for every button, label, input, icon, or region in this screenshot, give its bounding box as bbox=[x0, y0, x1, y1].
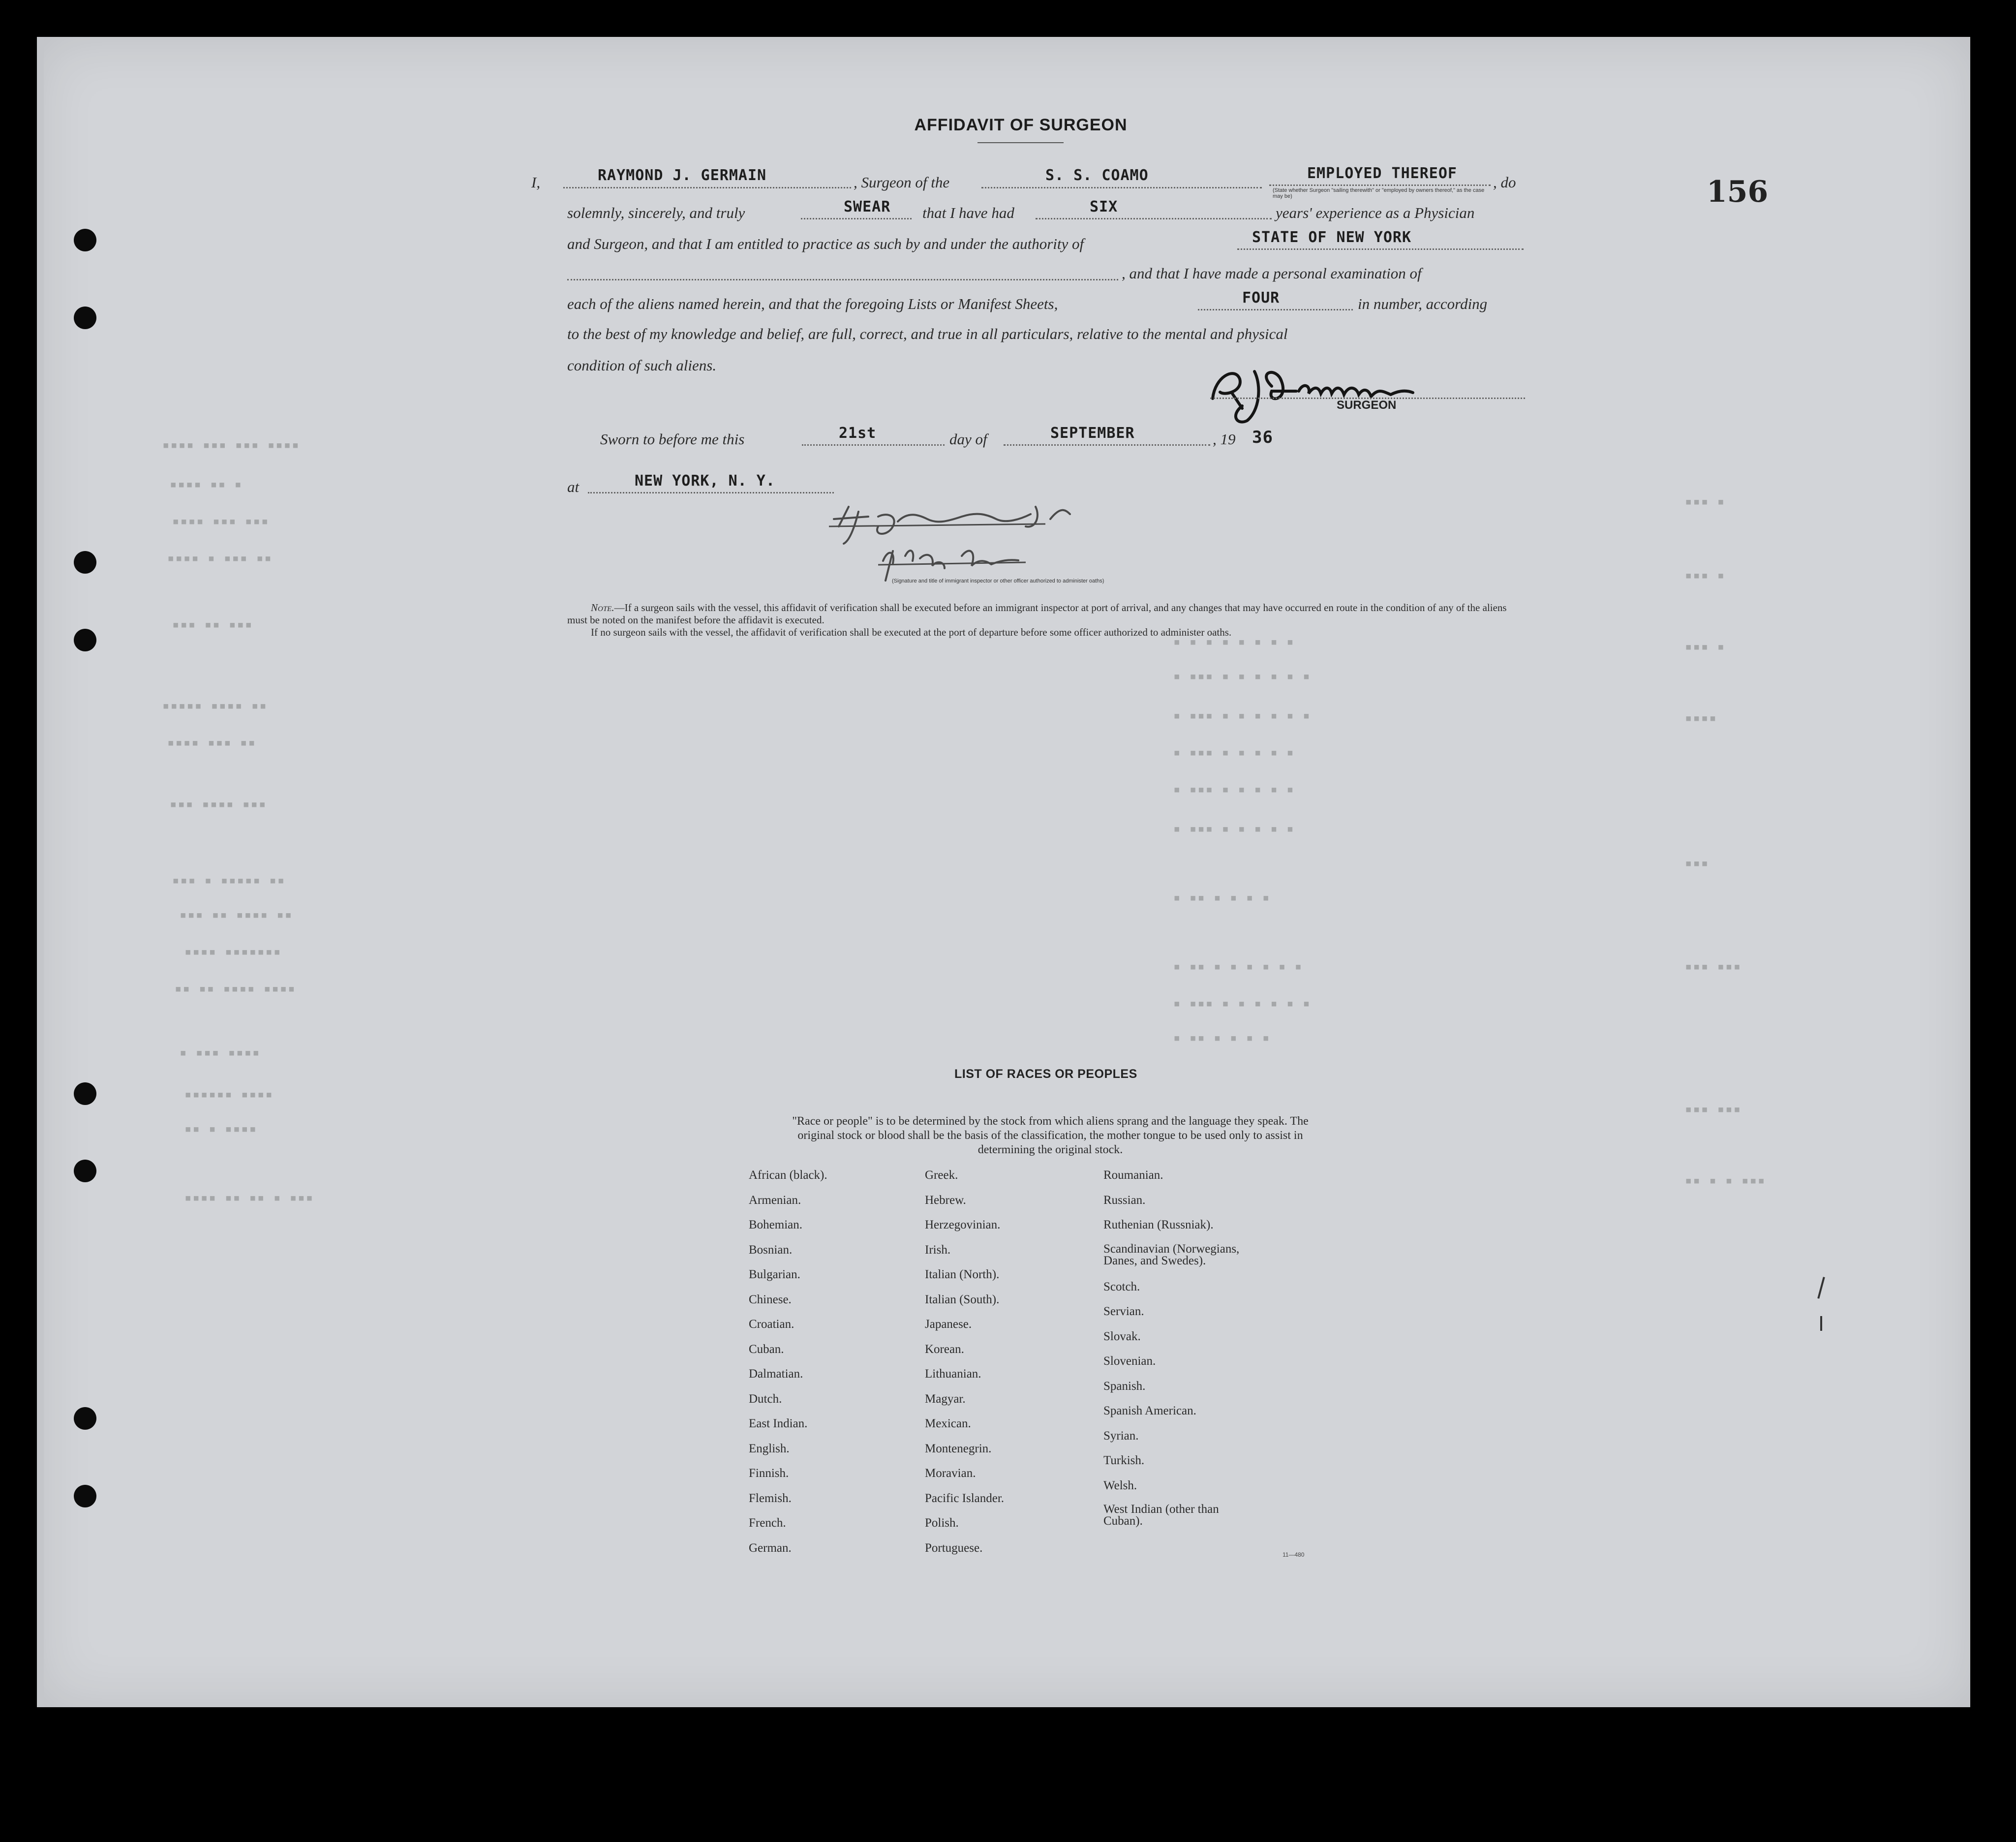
race-item: Pacific Islander. bbox=[925, 1491, 1005, 1505]
page-number: 156 bbox=[1707, 175, 1769, 209]
sworn-label: Sworn to before me this bbox=[600, 430, 745, 448]
sheets-field-line bbox=[1198, 309, 1353, 310]
race-item: Greek. bbox=[925, 1168, 958, 1182]
races-list-title: LIST OF RACES OR PEOPLES bbox=[954, 1067, 1137, 1081]
in-number-label: in number, according bbox=[1358, 295, 1488, 312]
sheet-count: FOUR bbox=[1242, 289, 1280, 307]
race-item: Magyar. bbox=[925, 1392, 966, 1406]
verification-note bbox=[567, 602, 1527, 639]
sworn-year: 36 bbox=[1252, 428, 1273, 447]
surgeon-signature bbox=[1208, 357, 1464, 426]
ship-name: S. S. COAMO bbox=[1045, 167, 1149, 184]
place-field-line bbox=[588, 492, 834, 493]
at-label: at bbox=[567, 478, 580, 495]
race-item: Italian (North). bbox=[925, 1268, 1000, 1281]
race-item: German. bbox=[749, 1541, 792, 1555]
note-lead: Note. bbox=[591, 602, 614, 614]
race-item: Finnish. bbox=[749, 1467, 789, 1480]
binder-hole bbox=[74, 307, 96, 329]
oath-type: SWEAR bbox=[844, 198, 891, 215]
knowledge-label: to the best of my knowledge and belief, are full, correct, and true in all particulars, relative to the mental and physical bbox=[567, 325, 1288, 342]
race-item: Spanish American. bbox=[1103, 1404, 1196, 1417]
day-of-label: day of bbox=[949, 430, 987, 448]
oath-field-line bbox=[801, 218, 912, 219]
year-prefix: , 19 bbox=[1213, 430, 1236, 448]
race-item: Polish. bbox=[925, 1516, 959, 1530]
race-item: Korean. bbox=[925, 1342, 964, 1356]
binder-hole bbox=[74, 629, 96, 651]
surgeon-signature-label: SURGEON bbox=[1337, 399, 1397, 412]
binder-hole bbox=[74, 1082, 96, 1105]
title-underline bbox=[977, 142, 1064, 143]
authority-field-line bbox=[1237, 248, 1524, 250]
surgeon-name: RAYMOND J. GERMAIN bbox=[598, 167, 767, 184]
races-column-1 bbox=[749, 1168, 827, 1566]
officer-signature-caption: (Signature and title of immigrant inspector or other officer authorized to administer oaths) bbox=[892, 578, 1104, 584]
race-item: African (black). bbox=[749, 1168, 827, 1182]
sworn-place: NEW YORK, N. Y. bbox=[635, 472, 775, 490]
race-item: Cuban. bbox=[749, 1342, 784, 1356]
race-item: Croatian. bbox=[749, 1318, 794, 1331]
employment-note: (State whether Surgeon "sailing therewith" or "employed by owners thereof," as the case may be) bbox=[1273, 187, 1485, 199]
manifest-sheets-label: each of the aliens named herein, and that the foregoing Lists or Manifest Sheets, bbox=[567, 295, 1058, 312]
do-label: , do bbox=[1493, 174, 1516, 191]
race-item: English. bbox=[749, 1442, 790, 1455]
binder-hole bbox=[74, 551, 96, 574]
race-item: Mexican. bbox=[925, 1417, 971, 1430]
experience-label: that I have had bbox=[922, 204, 1014, 221]
years-experience: SIX bbox=[1090, 198, 1118, 215]
affidavit-pronoun: I, bbox=[531, 174, 541, 191]
affidavit-title: AFFIDAVIT OF SURGEON bbox=[914, 116, 1128, 134]
race-item: Herzegovinian. bbox=[925, 1218, 1001, 1231]
binder-hole bbox=[74, 229, 96, 251]
note-text-arrival: —If a surgeon sails with the vessel, this affidavit of verification shall be executed before an immigrant inspector at port of arrival, and any changes that may have occurred en route in the condition of any of the aliens must be noted on the manifest before the affidavit is executed. bbox=[567, 602, 1507, 626]
note-text-departure: If no surgeon sails with the vessel, the affidavit of verification shall be executed at the port of departure before some officer authorized to administer oaths. bbox=[591, 626, 1232, 638]
race-item: West Indian (other than Cuban). bbox=[1103, 1503, 1219, 1528]
race-item: Montenegrin. bbox=[925, 1442, 992, 1455]
binder-hole bbox=[74, 1407, 96, 1430]
races-column-3 bbox=[1103, 1168, 1271, 1529]
examination-label: , and that I have made a personal examination of bbox=[1122, 265, 1422, 282]
race-item: Spanish. bbox=[1103, 1379, 1146, 1393]
race-item: Servian. bbox=[1103, 1305, 1144, 1318]
race-item: Portuguese. bbox=[925, 1541, 983, 1555]
race-item: Scotch. bbox=[1103, 1280, 1140, 1293]
race-item: Bulgarian. bbox=[749, 1268, 800, 1281]
race-item: East Indian. bbox=[749, 1417, 808, 1430]
race-item: Lithuanian. bbox=[925, 1367, 981, 1381]
race-item: Dutch. bbox=[749, 1392, 782, 1406]
race-item: Welsh. bbox=[1103, 1478, 1137, 1492]
race-item: Ruthenian (Russniak). bbox=[1103, 1218, 1214, 1231]
authority-continuation-line bbox=[567, 279, 1118, 280]
sheet-edge bbox=[37, 37, 44, 1707]
manifest-sheet: 156 ▪▪▪▪ ▪▪▪ ▪▪▪ ▪▪▪▪ ▪▪▪▪ ▪▪ ▪ ▪▪▪▪ ▪▪▪ ▪▪▪ ▪▪▪▪ ▪ ▪▪▪ ▪▪ ▪▪▪ ▪▪ ▪▪▪ ▪▪▪▪▪ ▪▪▪▪ ▪▪ ▪▪▪▪ ▪▪▪ ▪▪ ▪▪▪ ▪▪▪▪ ▪▪▪ ▪▪▪ ▪ ▪▪▪▪▪ ▪▪ ▪▪▪ ▪▪ ▪▪▪▪ ▪▪ ▪▪▪▪ ▪▪▪▪▪▪▪ ▪▪ ▪▪ ▪▪▪▪ ▪▪▪▪ ▪ ▪▪▪ ▪▪▪▪ ▪▪▪▪▪▪ ▪▪▪▪ ▪▪ ▪ ▪▪▪▪ ▪▪▪▪ ▪▪ ▪▪ ▪ ▪▪▪ ▪ ▪ ▪ ▪ ▪ ▪ ▪ ▪ ▪ ▪▪▪ ▪ ▪ ▪ ▪ ▪ ▪ ▪ ▪▪▪ ▪ ▪ ▪ ▪ ▪ ▪ ▪ ▪▪▪ ▪ ▪ ▪ ▪ ▪ ▪ ▪▪▪ ▪ ▪ ▪ ▪ ▪ ▪ ▪▪▪ ▪ ▪ ▪ ▪ ▪ ▪ ▪▪ ▪ ▪ ▪ ▪ ▪ ▪▪ ▪ ▪ ▪ ▪ ▪ ▪ ▪ ▪▪▪ ▪ ▪ ▪ ▪ ▪ ▪ ▪ ▪▪ ▪ ▪ ▪ ▪ ▪▪▪ ▪ ▪▪▪ ▪ ▪▪▪ ▪ ▪▪▪▪ ▪▪▪ ▪▪▪ ▪▪▪ ▪▪▪ ▪▪▪ ▪▪ ▪ ▪ ▪▪▪ AFFIDAVIT OF SURGEON I, RAYMOND J. GERMAIN , Surgeon of the S. S. COAMO EMPLOYED THEREOF (State whether Surgeon "sailing therewith" or "employed by owners thereof," as the case may be) , do solemnly, sincerely, and truly SWEAR that I have had SIX years' experience as a Physician and Surgeon, and that I am entitled to practice as such by and under the authority of STATE OF NEW YORK , and that I have made a personal examination of each of the aliens named herein, and that the foregoing Lists or Manifest Sheets, FOUR in number, according to the best of my knowledge and belief, are full, correct, and true in all particulars, relative to the mental and physical condition of such aliens. SURGEON Sworn to before me this 21st day of SEPTEMBER , 19 36 at NEW YORK, N. Y. (Signature and title of immigrant inspector or other officer authorized to administer oaths) Note.—If a surgeon sails with the vessel, this affidavit of verification shall be executed before an immigrant inspector at port of arrival, and any changes that may have occurred en route in the condition of any of the aliens must be noted on the manifest before the affidavit is executed. If no surgeon sails with the vessel, the affidavit of verification shall be executed at the port of departure before some officer authorized to administer oaths. LIST OF RACES OR PEOPLES "Race or people" is to be determined by the stock from which aliens sprang and the language they speak. The original stock or blood shall be the basis of the classification, the mother tongue to be used only to assist in determining the original stock. African (black). Armenian. Bohemian. Bosnian. Bulgarian. Chinese. Croatian. Cuban. Dalmatian. Dutch. East Indian. English. Finnish. Flemish. French. German. Greek. Hebrew. Herzegovinian. Irish. Italian (North). Italian (South). Japanese. Korean. Lithuanian. Magyar. Mexican. Montenegrin. Moravian. Pacific Islander. Polish. Portuguese. Roumanian. Russian. Ruthenian (Russniak). Scandinavian (Norwegians, Danes, and Swedes). Scotch. Servian. Slovak. Slovenian. Spanish. Spanish American. Syrian. Turkish. Welsh. West Indian (other than Cuban). 11—480 bbox=[37, 37, 1970, 1707]
race-item: Russian. bbox=[1103, 1193, 1146, 1207]
race-item: Bohemian. bbox=[749, 1218, 803, 1231]
race-item: Dalmatian. bbox=[749, 1367, 803, 1381]
race-item: Hebrew. bbox=[925, 1193, 966, 1207]
month-field-line bbox=[1004, 444, 1210, 446]
race-item: Flemish. bbox=[749, 1491, 792, 1505]
race-item: Slovak. bbox=[1103, 1329, 1141, 1343]
race-item: Italian (South). bbox=[925, 1292, 1000, 1306]
employment-field-line bbox=[1269, 184, 1491, 186]
race-item: Irish. bbox=[925, 1243, 951, 1257]
oath-label: solemnly, sincerely, and truly bbox=[567, 204, 745, 221]
races-column-2 bbox=[925, 1168, 1004, 1566]
races-intro: "Race or people" is to be determined by the stock from which aliens sprang and the language they speak. The original stock or blood shall be the basis of the classification, the mother tongue to be used only to assist in determining the original stock. bbox=[792, 1115, 1309, 1156]
binder-hole bbox=[74, 1485, 96, 1507]
years-field-line bbox=[1036, 218, 1272, 219]
race-item: Turkish. bbox=[1103, 1454, 1145, 1467]
authority: STATE OF NEW YORK bbox=[1252, 229, 1412, 246]
race-item: Armenian. bbox=[749, 1193, 801, 1207]
race-item: Japanese. bbox=[925, 1318, 972, 1331]
authority-label: and Surgeon, and that I am entitled to practice as such by and under the authority of bbox=[567, 235, 1084, 252]
ship-field-line bbox=[981, 187, 1262, 188]
physician-label: years' experience as a Physician bbox=[1276, 204, 1475, 221]
day-field-line bbox=[802, 444, 945, 446]
sworn-month: SEPTEMBER bbox=[1050, 425, 1135, 442]
race-item: Chinese. bbox=[749, 1292, 792, 1306]
race-item: Syrian. bbox=[1103, 1429, 1139, 1443]
form-code: 11—480 bbox=[1283, 1551, 1305, 1558]
employment-status: EMPLOYED THEREOF bbox=[1307, 165, 1457, 182]
race-item: French. bbox=[749, 1516, 786, 1530]
race-item: Scandinavian (Norwegians, Danes, and Swedes). bbox=[1103, 1242, 1240, 1267]
name-field-line bbox=[563, 187, 851, 188]
race-item: Moravian. bbox=[925, 1467, 976, 1480]
binder-hole bbox=[74, 1160, 96, 1182]
race-item: Slovenian. bbox=[1103, 1354, 1156, 1368]
race-item: Roumanian. bbox=[1103, 1168, 1163, 1182]
sworn-day: 21st bbox=[839, 425, 877, 442]
surgeon-of-label: , Surgeon of the bbox=[854, 174, 950, 191]
race-item: Bosnian. bbox=[749, 1243, 793, 1257]
pencil-mark bbox=[1820, 1316, 1822, 1331]
condition-label: condition of such aliens. bbox=[567, 357, 717, 374]
pencil-mark bbox=[1817, 1277, 1825, 1299]
